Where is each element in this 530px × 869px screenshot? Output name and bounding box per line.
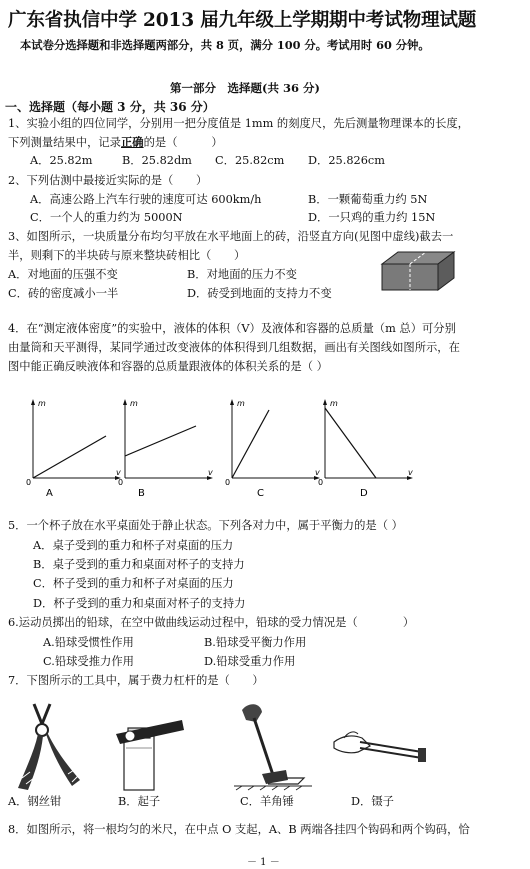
q7-option-c: C．羊角锤 bbox=[240, 795, 294, 808]
q2-option-c: C．一个人的重力约为 5000N bbox=[30, 211, 183, 224]
q1-option-d: D．25.826cm bbox=[308, 154, 385, 167]
q5-stem: 5．一个杯子放在水平桌面处于静止状态。下列各对力中，属于平衡力的是（ ） bbox=[8, 519, 403, 532]
section-heading: 一、选择题（每小题 3 分，共 36 分） bbox=[5, 100, 215, 114]
q4-stem-line2: 由量筒和天平测得，某同学通过改变液体的体积得到几组数据，画出有关图线如图所示，在 bbox=[8, 341, 460, 354]
q8-stem: 8．如图所示，将一根均匀的米尺，在中点 O 支起，A、B 两端各挂四个钩码和两个钩码，恰 bbox=[8, 823, 470, 836]
q7-option-a: A．钢丝钳 bbox=[8, 795, 62, 808]
q4-stem-line3: 图中能正确反映液体和容器的总质量跟液体的体积关系的是（ ） bbox=[8, 360, 328, 373]
q2-option-b: B．一颗葡萄重力约 5N bbox=[308, 193, 428, 206]
exam-instructions: 本试卷分选择题和非选择题两部分，共 8 页，满分 100 分。考试用时 60 分钟。 bbox=[20, 38, 430, 52]
graph-d-axis-y: m bbox=[330, 399, 338, 408]
pliers-figure bbox=[8, 700, 88, 792]
q3-option-b: B．对地面的压力不变 bbox=[187, 268, 297, 281]
q1-stem-line1: 1、实验小组的四位同学，分别用一把分度值是 1mm 的刻度尺，先后测量物理课本的长度， bbox=[8, 117, 469, 130]
q3-option-c: C．砖的密度减小一半 bbox=[8, 287, 119, 300]
graph-a-line bbox=[33, 436, 106, 478]
graph-c-axis-x: v bbox=[315, 468, 320, 477]
brick-figure bbox=[378, 248, 458, 298]
tweezers-figure bbox=[330, 712, 430, 792]
graph-a-origin: 0 bbox=[26, 478, 32, 487]
graph-b-axis-y: m bbox=[130, 399, 138, 408]
graph-a-axis-y: m bbox=[38, 399, 46, 408]
q3-stem-line1: 3、如图所示，一块质量分布均匀平放在水平地面上的砖，沿竖直方向(见图中虚线)截去一 bbox=[8, 230, 454, 243]
graph-b-origin: 0 bbox=[118, 478, 124, 487]
graph-c-line bbox=[232, 410, 269, 478]
graph-b bbox=[118, 398, 218, 498]
graph-c-label: C bbox=[257, 488, 264, 499]
q3-option-d: D．砖受到地面的支持力不变 bbox=[187, 287, 332, 300]
page-title: 广东省执信中学 2013 届九年级上学期期中考试物理试题 bbox=[8, 10, 477, 31]
graph-a-axis-x: v bbox=[116, 468, 121, 477]
q6-stem: 6.运动员掷出的铅球，在空中做曲线运动过程中，铅球的受力情况是（ ） bbox=[8, 616, 415, 629]
claw-hammer-figure bbox=[228, 700, 318, 792]
q2-option-d: D．一只鸡的重力约 15N bbox=[308, 211, 436, 224]
q3-stem-line2: 半，则剩下的半块砖与原来整块砖相比（ ） bbox=[8, 249, 246, 262]
q3-option-a: A．对地面的压强不变 bbox=[8, 268, 118, 281]
graph-b-label: B bbox=[138, 488, 145, 499]
graph-a bbox=[26, 398, 126, 498]
q4-stem-line1: 4．在“测定液体密度”的实验中，液体的体积（V）及液体和容器的总质量（m 总）可分别 bbox=[8, 322, 456, 335]
q6-option-c: C.铅球受推力作用 bbox=[43, 655, 134, 668]
page-number: － 1 － bbox=[247, 857, 280, 868]
graph-a-label: A bbox=[46, 488, 53, 499]
graph-d-axis-x: v bbox=[408, 468, 413, 477]
graph-d-label: D bbox=[360, 488, 368, 499]
q7-option-d: D．镊子 bbox=[351, 795, 394, 808]
q5-option-c: C．杯子受到的重力和杯子对桌面的压力 bbox=[33, 577, 234, 590]
graph-b-axis-x: v bbox=[208, 468, 213, 477]
q6-option-b: B.铅球受平衡力作用 bbox=[204, 636, 307, 649]
graph-b-line bbox=[125, 426, 196, 456]
q7-option-b: B．起子 bbox=[118, 795, 161, 808]
graph-d bbox=[318, 398, 418, 498]
q2-stem: 2、下列估测中最接近实际的是（ ） bbox=[8, 174, 208, 187]
graph-c bbox=[225, 398, 325, 498]
graph-d-origin: 0 bbox=[318, 478, 324, 487]
q5-option-b: B．桌子受到的重力和桌面对杯子的支持力 bbox=[33, 558, 245, 571]
bottle-opener-figure bbox=[112, 708, 192, 792]
q5-option-a: A．桌子受到的重力和杯子对桌面的压力 bbox=[33, 539, 234, 552]
q1-option-b: B．25.82dm bbox=[122, 154, 192, 167]
graph-d-line bbox=[325, 408, 376, 478]
q5-option-d: D．杯子受到的重力和桌面对杯子的支持力 bbox=[33, 597, 246, 610]
q1-option-c: C．25.82cm bbox=[215, 154, 285, 167]
q1-stem-line2: 下列测量结果中，记录正确的是（ ） bbox=[8, 135, 223, 149]
q7-stem: 7．下图所示的工具中，属于费力杠杆的是（ ） bbox=[8, 674, 264, 687]
q2-option-a: A．高速公路上汽车行驶的速度可达 600km/h bbox=[30, 193, 262, 206]
q1-option-a: A．25.82m bbox=[30, 154, 93, 167]
graph-c-axis-y: m bbox=[237, 399, 245, 408]
q6-option-d: D.铅球受重力作用 bbox=[204, 655, 296, 668]
q6-option-a: A.铅球受惯性作用 bbox=[43, 636, 134, 649]
part-heading: 第一部分 选择题(共 36 分) bbox=[170, 81, 320, 95]
q1-emphasis: 正确 bbox=[120, 135, 144, 149]
graph-c-origin: 0 bbox=[225, 478, 231, 487]
